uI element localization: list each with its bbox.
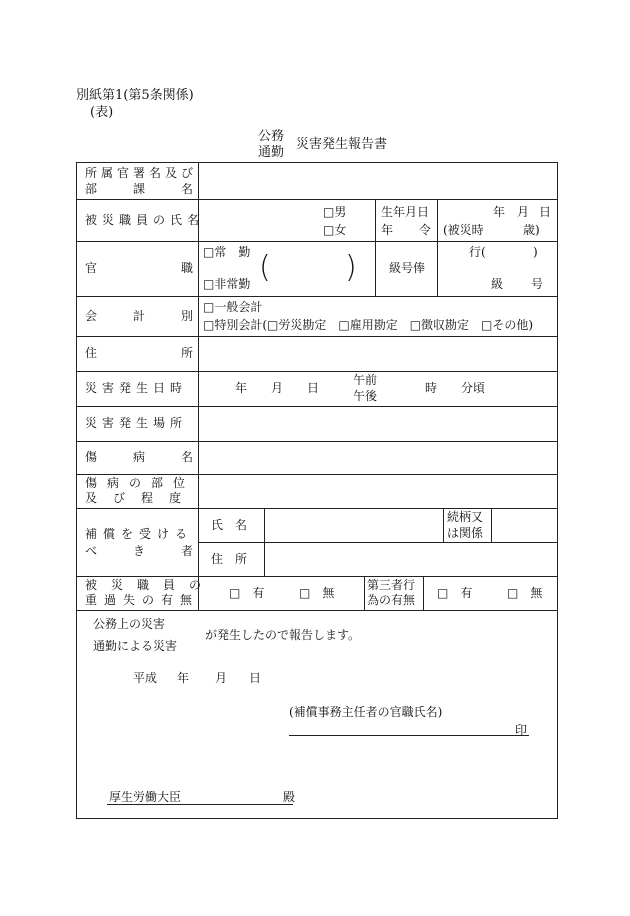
- comp-label-part1: べ: [85, 544, 98, 558]
- name-field[interactable]: [203, 205, 323, 235]
- dept-label-part3: 名: [181, 182, 194, 196]
- minister-label: 厚生労働大臣: [109, 790, 182, 804]
- seal-mark: 印: [515, 723, 528, 737]
- paren-close-icon: ): [345, 250, 357, 285]
- page-title: 災害発生報告書: [296, 137, 388, 152]
- post-label-part1: 官: [85, 261, 98, 275]
- grade-row-label: 行(: [469, 245, 486, 259]
- minute-label: 分頃: [461, 381, 486, 395]
- report-statement: が発生したので報告します。: [205, 628, 361, 642]
- part-label-line2: 及び程度: [85, 491, 198, 505]
- acct-special-checkbox[interactable]: □特別会計(□労災勘定 □雇用勘定 □徴収勘定 □その他): [203, 318, 534, 332]
- part-label-line1: 傷病の部位: [85, 476, 196, 490]
- grade-label: 級号俸: [389, 261, 426, 275]
- pm-label: 午後: [353, 389, 378, 403]
- grade-row-close: ): [533, 245, 538, 259]
- date-year: 年: [235, 381, 248, 395]
- third-party-label-line2: 為の有無: [367, 593, 416, 607]
- report-form: [76, 162, 558, 819]
- dob-year: 年: [493, 205, 506, 219]
- front-side-label: (表): [90, 105, 114, 120]
- post-label-part2: 職: [181, 261, 194, 275]
- disease-label-part1: 傷: [85, 450, 98, 464]
- am-label: 午前: [353, 373, 378, 387]
- relation-label-line1: 続柄又: [447, 510, 484, 524]
- comp-label-part3: 者: [181, 544, 194, 558]
- age-at-label: (被災時: [443, 223, 484, 237]
- place-label: 災害発生場所: [85, 416, 188, 430]
- place-field[interactable]: [203, 411, 553, 437]
- third-party-yes-checkbox[interactable]: □ 有: [437, 586, 473, 600]
- name-label: 被災職員の氏名: [85, 213, 205, 227]
- female-checkbox[interactable]: □女: [323, 223, 347, 237]
- commute-disaster-option: 通勤による災害: [93, 639, 178, 653]
- comp-label-line1: 補償を受ける: [85, 527, 194, 541]
- disease-label-part3: 名: [181, 450, 194, 464]
- officer-label: (補償事務主任者の官職氏名): [289, 705, 443, 719]
- negligence-yes-checkbox[interactable]: □ 有: [229, 586, 265, 600]
- negligence-label-line2: 重過失の有無: [85, 593, 200, 607]
- public-disaster-option: 公務上の災害: [93, 617, 166, 631]
- report-year: 年: [177, 671, 190, 685]
- acct-label-part1: 会: [85, 309, 98, 323]
- acct-label-part3: 別: [181, 309, 194, 323]
- paren-open-icon: (: [259, 250, 271, 285]
- age-label-part1: 年: [381, 223, 394, 237]
- third-party-label-line1: 第三者行: [367, 578, 416, 592]
- comp-name-label: 氏 名: [211, 518, 248, 532]
- dept-label-part2: 課: [133, 182, 146, 196]
- address-field[interactable]: [203, 341, 553, 367]
- relation-label-line2: は関係: [447, 526, 484, 540]
- annex-label: 別紙第1(第5条関係): [76, 88, 194, 103]
- age-unit: 歳): [523, 223, 540, 237]
- type-commute-label: 通勤: [258, 145, 285, 160]
- address-label-part1: 住: [85, 346, 98, 360]
- honorific-label: 殿: [283, 790, 296, 804]
- negligence-no-checkbox[interactable]: □ 無: [299, 586, 335, 600]
- date-month: 月: [271, 381, 284, 395]
- report-month: 月: [215, 671, 228, 685]
- dept-field[interactable]: [203, 167, 553, 195]
- parttime-checkbox[interactable]: □非常勤: [203, 277, 251, 291]
- age-label-part2: 令: [419, 223, 432, 237]
- negligence-label-line1: 被災職員の: [85, 578, 216, 592]
- report-day: 日: [249, 671, 262, 685]
- comp-name-field[interactable]: [269, 513, 439, 539]
- dob-label: 生年月日: [381, 205, 430, 219]
- grade-class-label: 級: [491, 277, 504, 291]
- comp-label-part2: き: [133, 544, 146, 558]
- date-day: 日: [307, 381, 320, 395]
- part-field[interactable]: [203, 479, 553, 505]
- dept-label-part1: 部: [85, 182, 98, 196]
- dob-month: 月: [517, 205, 530, 219]
- male-checkbox[interactable]: □男: [323, 205, 347, 219]
- dob-day: 日: [539, 205, 552, 219]
- comp-address-label: 住 所: [211, 552, 248, 566]
- report-era: 平成: [133, 671, 158, 685]
- dept-label-line1: 所属官署名及び: [85, 166, 198, 180]
- acct-label-part2: 計: [133, 309, 146, 323]
- third-party-no-checkbox[interactable]: □ 無: [507, 586, 543, 600]
- fulltime-checkbox[interactable]: □常 勤: [203, 245, 251, 259]
- comp-address-field[interactable]: [269, 547, 553, 573]
- disease-field[interactable]: [203, 445, 553, 471]
- date-label: 災害発生日時: [85, 381, 188, 395]
- disease-label-part2: 病: [133, 450, 146, 464]
- address-label-part2: 所: [181, 346, 194, 360]
- hour-label: 時: [425, 381, 438, 395]
- type-public-label: 公務: [258, 129, 285, 144]
- acct-general-checkbox[interactable]: □一般会計: [203, 300, 263, 314]
- grade-step-label: 号: [531, 277, 544, 291]
